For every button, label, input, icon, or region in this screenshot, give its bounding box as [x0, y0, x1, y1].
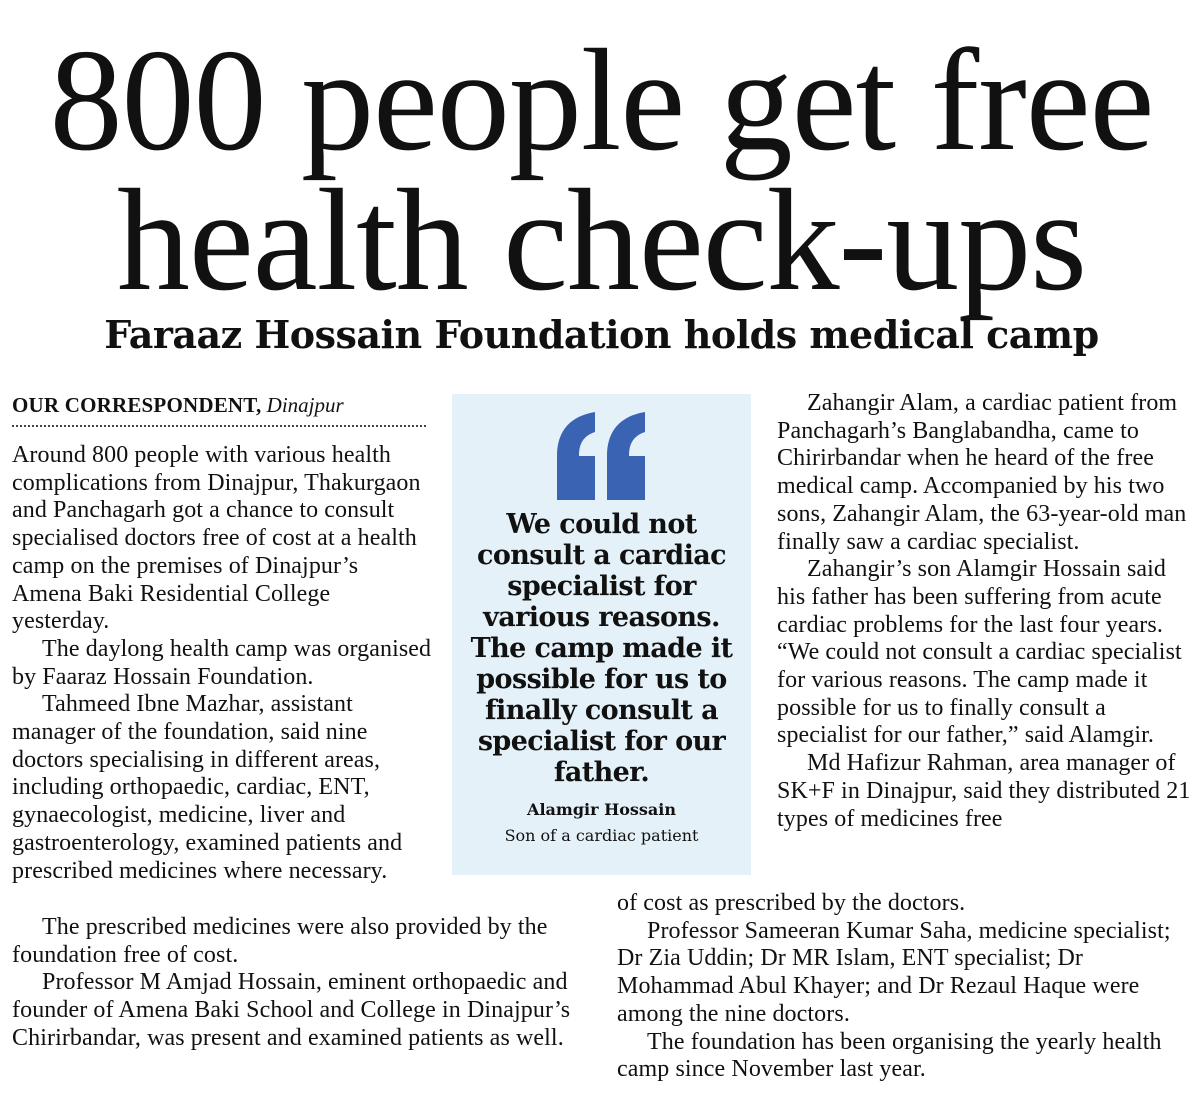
pull-quote-text: We could not consult a cardiac specialist for various reasons. The camp made it possible for us to finally consult a specialist for our father. — [470, 509, 733, 788]
subheadline: Faraaz Hossain Foundation holds medical camp — [104, 312, 1099, 357]
column-2-bottom — [617, 890, 1193, 1084]
paragraph: The daylong health camp was organised by Faaraz Hossain Foundation. — [12, 635, 432, 690]
pull-quote-attribution: Alamgir Hossain — [527, 800, 676, 819]
paragraph: Md Hafizur Rahman, area manager of SK+F in Dinajpur, said they distributed 21 types of medicines free — [777, 750, 1191, 832]
byline — [12, 393, 426, 427]
column-1-bottom — [12, 914, 602, 1053]
quote-icon — [551, 412, 651, 502]
paragraph: Around 800 people with various health complications from Dinajpur, Thakurgaon and Panchagarh got a chance to consult specialised doctors free of cost at a health camp on the premises of Dinajpur’s Amena Baki Residential College yesterday. — [12, 442, 421, 635]
headline-line-1: 800 people get free — [49, 19, 1154, 181]
paragraph: of cost as prescribed by the doctors. — [617, 890, 966, 916]
paragraph: The foundation has been organising the yearly health camp since November last year. — [617, 1028, 1162, 1083]
pull-quote — [452, 394, 751, 875]
headline — [0, 19, 1203, 321]
paragraph: The prescribed medicines were also provided by the foundation free of cost. — [12, 914, 548, 968]
column-1 — [12, 442, 432, 885]
byline-location: Dinajpur — [266, 393, 344, 417]
byline-name: OUR CORRESPONDENT, — [12, 393, 262, 417]
column-2 — [777, 390, 1197, 833]
headline-line-2: health check-ups — [116, 159, 1087, 321]
paragraph: Tahmeed Ibne Mazhar, assistant manager of the foundation, said nine doctors specialising in different areas, including orthopaedic, cardiac, ENT, gynaecologist, medicine, liver and gastroenterology, examined patients and prescribed medicines where necessary. — [12, 691, 403, 884]
pull-quote-role: Son of a cardiac patient — [504, 826, 699, 845]
paragraph: Zahangir Alam, a cardiac patient from Panchagarh’s Banglabandha, came to Chirirbandar when he heard of the free medical camp. Accompanied by his two sons, Zahangir Alam, the 63-year-old man finally saw a cardiac specialist. — [777, 390, 1187, 555]
paragraph: Professor M Amjad Hossain, eminent orthopaedic and founder of Amena Baki School and College in Dinajpur’s Chirirbandar, was present and examined patients as well. — [12, 969, 571, 1051]
paragraph: Professor Sameeran Kumar Saha, medicine specialist; Dr Zia Uddin; Dr MR Islam, ENT specialist; Dr Mohammad Abul Khayer; and Dr Rezaul Haque were among the nine doctors. — [617, 917, 1171, 1027]
paragraph: Zahangir’s son Alamgir Hossain said his father has been suffering from acute cardiac problems for the last four years. “We could not consult a cardiac specialist for various reasons. The camp made it possible for us to finally consult a specialist for our father,” said Alamgir. — [777, 556, 1182, 749]
